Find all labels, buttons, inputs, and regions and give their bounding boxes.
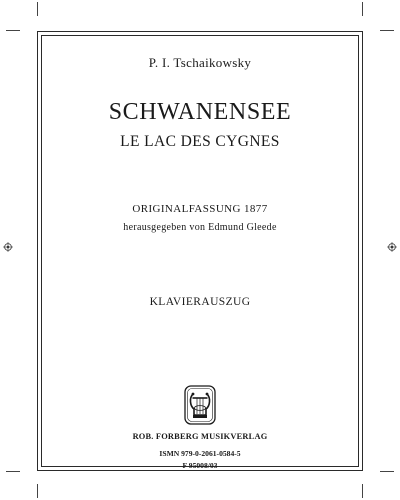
- crop-mark-top-left-h: [6, 30, 20, 31]
- work-subtitle: LE LAC DES CYGNES: [120, 133, 280, 150]
- crop-mark-bottom-left-v: [37, 484, 38, 498]
- registration-target-icon: [387, 242, 397, 252]
- crop-mark-top-right-h: [380, 30, 394, 31]
- crop-mark-bottom-left-h: [6, 471, 20, 472]
- crop-mark-top-right-v: [362, 2, 363, 16]
- catalog-number: F 95008/03: [182, 461, 218, 470]
- publisher-name: ROB. FORBERG MUSIKVERLAG: [132, 432, 268, 441]
- crop-mark-bottom-right-h: [380, 471, 394, 472]
- edition-label: ORIGINALFASSUNG 1877: [132, 203, 268, 215]
- crop-mark-bottom-right-v: [362, 484, 363, 498]
- ismn-number: ISMN 979-0-2061-0584-5: [159, 449, 241, 458]
- registration-target-icon: [3, 242, 13, 252]
- work-title: SCHWANENSEE: [108, 99, 292, 125]
- editor-credit: herausgegeben von Edmund Gleede: [123, 222, 277, 233]
- composer-name: P. I. Tschaikowsky: [148, 55, 252, 70]
- score-type-label: KLAVIERAUSZUG: [149, 296, 251, 308]
- lyre-emblem-icon: [183, 385, 217, 425]
- crop-mark-top-left-v: [37, 2, 38, 16]
